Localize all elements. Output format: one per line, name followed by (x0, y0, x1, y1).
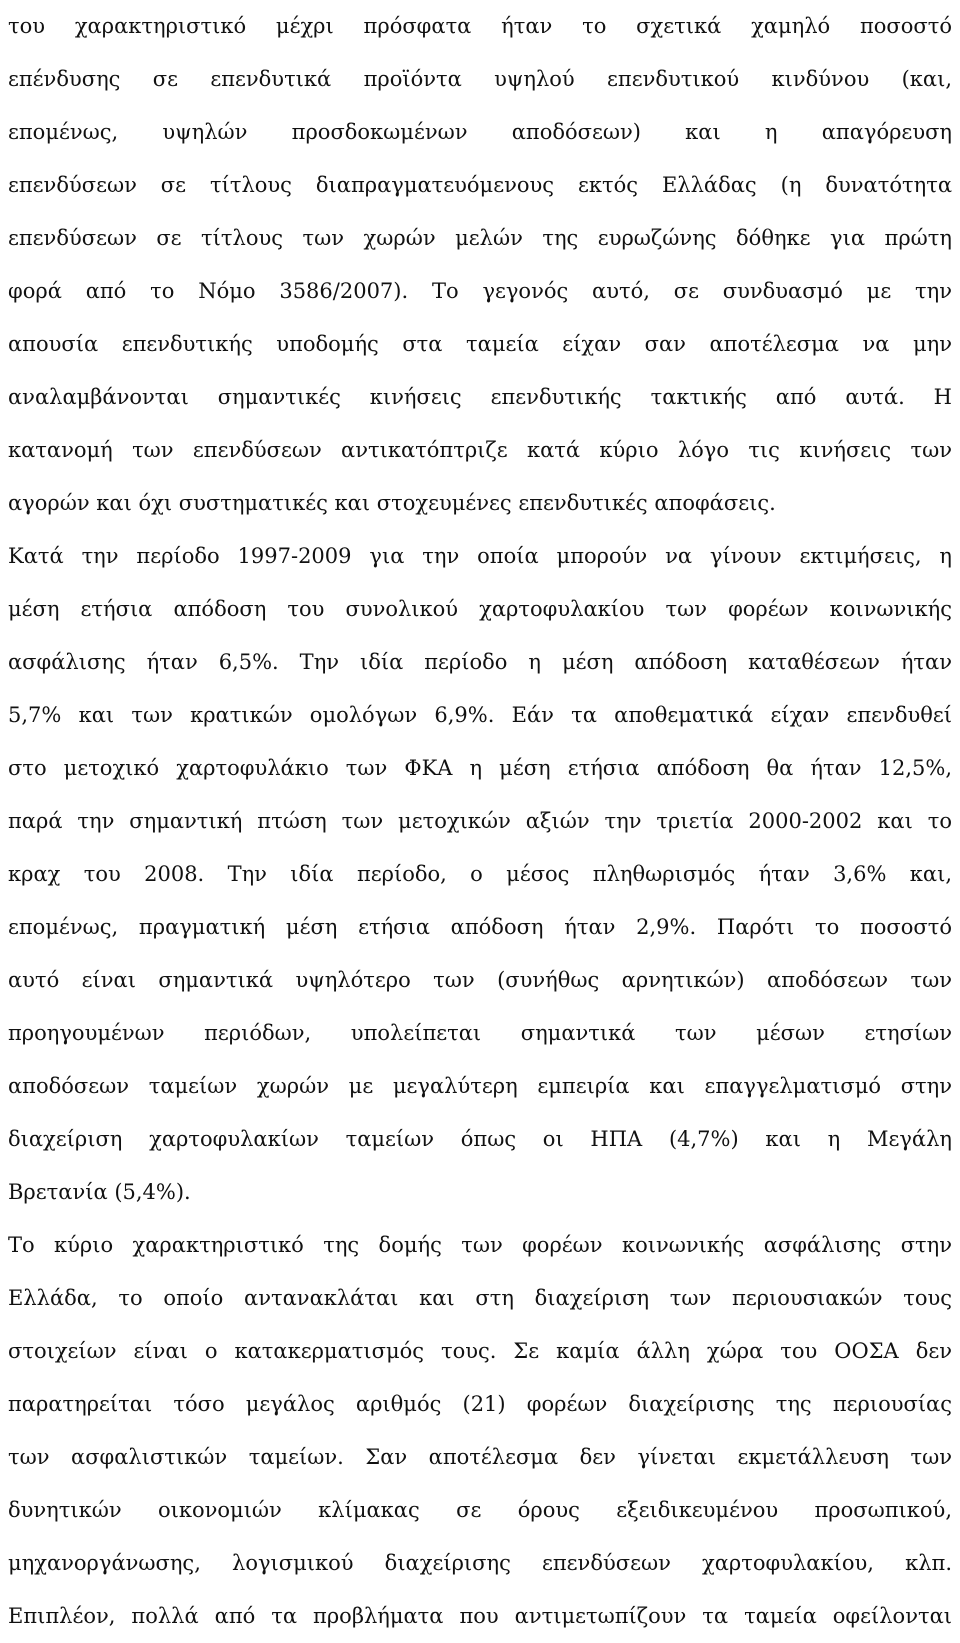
text-line: των ασφαλιστικών ταμείων. Σαν αποτέλεσμα δεν γίνεται εκμετάλλευση των (8, 1445, 952, 1469)
text-line: παρά την σημαντική πτώση των μετοχικών αξιών την τριετία 2000-2002 και το (8, 809, 952, 833)
text-line: επενδύσεων σε τίτλους διαπραγματευόμενους εκτός Ελλάδας (η δυνατότητα (8, 173, 952, 197)
text-line: ασφάλισης ήταν 6,5%. Την ιδία περίοδο η μέση απόδοση καταθέσεων ήταν (8, 650, 952, 674)
text-line: Επιπλέον, πολλά από τα προβλήματα που αντιμετωπίζουν τα ταμεία οφείλονται (8, 1604, 952, 1628)
text-line: μηχανοργάνωσης, λογισμικού διαχείρισης επενδύσεων χαρτοφυλακίου, κλπ. (8, 1551, 952, 1575)
text-line: αυτό είναι σημαντικά υψηλότερο των (συνήθως αρνητικών) αποδόσεων των (8, 968, 952, 992)
text-line: δυνητικών οικονομιών κλίμακας σε όρους εξειδικευμένου προσωπικού, (8, 1498, 952, 1522)
text-line: κραχ του 2008. Την ιδία περίοδο, ο μέσος πληθωρισμός ήταν 3,6% και, (8, 862, 952, 886)
text-line: μέση ετήσια απόδοση του συνολικού χαρτοφυλακίου των φορέων κοινωνικής (8, 597, 952, 621)
text-line: του χαρακτηριστικό μέχρι πρόσφατα ήταν το σχετικά χαμηλό ποσοστό (8, 14, 952, 38)
document-page (8, 0, 952, 1643)
paragraph-investment-allocation (8, 0, 952, 530)
text-line: απουσία επενδυτικής υποδομής στα ταμεία είχαν σαν αποτέλεσμα να μην (8, 332, 952, 356)
text-line: στο μετοχικό χαρτοφυλάκιο των ΦΚΑ η μέση ετήσια απόδοση θα ήταν 12,5%, (8, 756, 952, 780)
text-line: Το κύριο χαρακτηριστικό της δομής των φορέων κοινωνικής ασφάλισης στην (8, 1233, 952, 1257)
text-line: 5,7% και των κρατικών ομολόγων 6,9%. Εάν τα αποθεματικά είχαν επενδυθεί (8, 703, 952, 727)
text-line: προηγουμένων περιόδων, υπολείπεται σημαντικά των μέσων ετησίων (8, 1021, 952, 1045)
text-line: αναλαμβάνονται σημαντικές κινήσεις επενδυτικής τακτικής από αυτά. Η (8, 385, 952, 409)
text-line: Βρετανία (5,4%). (8, 1180, 191, 1204)
text-line: αποδόσεων ταμείων χωρών με μεγαλύτερη εμπειρία και επαγγελματισμό στην (8, 1074, 952, 1098)
text-line: παρατηρείται τόσο μεγάλος αριθμός (21) φορέων διαχείρισης της περιουσίας (8, 1392, 952, 1416)
paragraph-fragmentation (8, 1219, 952, 1643)
text-line: επομένως, υψηλών προσδοκωμένων αποδόσεων) και η απαγόρευση (8, 120, 952, 144)
text-line: φορά από το Νόμο 3586/2007). Το γεγονός αυτό, σε συνδυασμό με την (8, 279, 952, 303)
text-line: διαχείριση χαρτοφυλακίων ταμείων όπως οι ΗΠΑ (4,7%) και η Μεγάλη (8, 1127, 952, 1151)
text-line: επένδυσης σε επενδυτικά προϊόντα υψηλού επενδυτικού κινδύνου (και, (8, 67, 952, 91)
text-line: επενδύσεων σε τίτλους των χωρών μελών της ευρωζώνης δόθηκε για πρώτη (8, 226, 952, 250)
text-line: Κατά την περίοδο 1997-2009 για την οποία μπορούν να γίνουν εκτιμήσεις, η (8, 544, 952, 568)
text-line: επομένως, πραγματική μέση ετήσια απόδοση ήταν 2,9%. Παρότι το ποσοστό (8, 915, 952, 939)
text-line: στοιχείων είναι ο κατακερματισμός τους. Σε καμία άλλη χώρα του ΟΟΣΑ δεν (8, 1339, 952, 1363)
text-line: αγορών και όχι συστηματικές και στοχευμένες επενδυτικές αποφάσεις. (8, 491, 776, 515)
paragraph-returns-1997-2009 (8, 530, 952, 1219)
text-line: κατανομή των επενδύσεων αντικατόπτριζε κατά κύριο λόγο τις κινήσεις των (8, 438, 952, 462)
text-line: Ελλάδα, το οποίο αντανακλάται και στη διαχείριση των περιουσιακών τους (8, 1286, 952, 1310)
